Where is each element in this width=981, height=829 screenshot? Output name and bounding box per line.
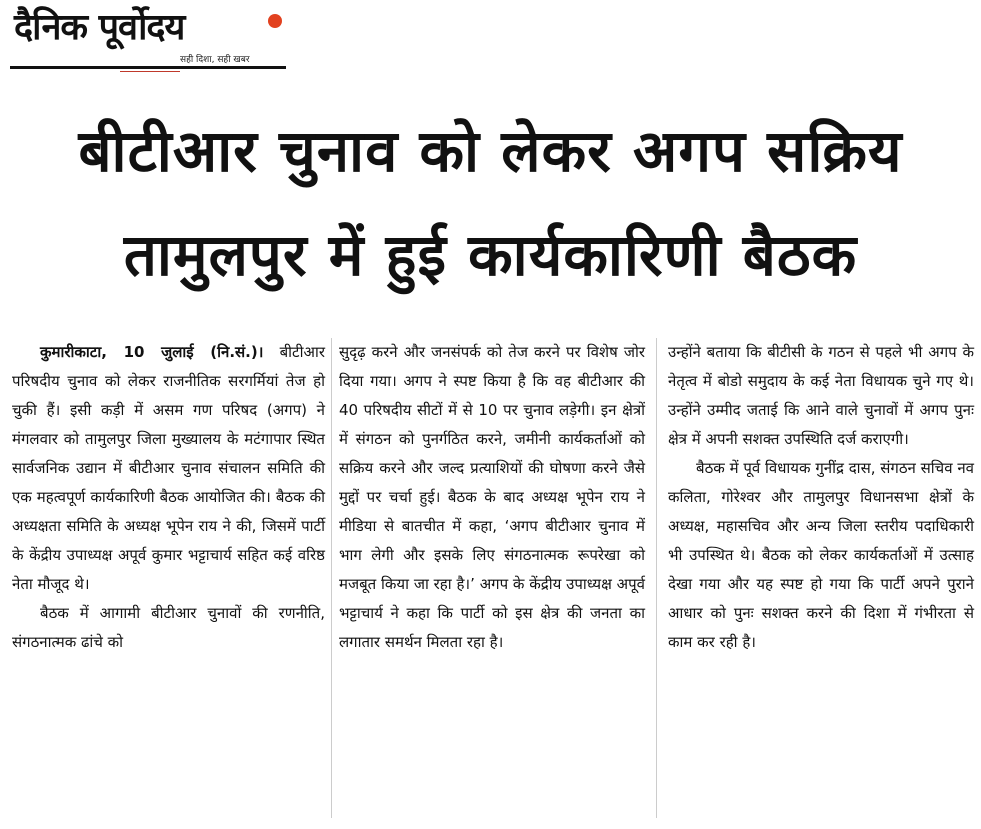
article-paragraph: उन्होंने बताया कि बीटीसी के गठन से पहले भी अगप के नेतृत्व में बोडो समुदाय के कई नेता विधायक चुने गए थे। उन्होंने उम्मीद जताई कि आने वाले चुनावों में अगप पुनः क्षेत्र में अपनी सशक्त उपस्थिति दर्ज कराएगी। (668, 343, 974, 448)
article-paragraph: बैठक में पूर्व विधायक गुनींद्र दास, संगठन सचिव नव कलिता, गोरेश्वर और तामुलपुर विधानसभा क्षेत्रों के अध्यक्ष, महासचिव और अन्य जिला स्तरीय पदाधिकारी भी उपस्थित थे। बैठक को लेकर कार्यकर्ताओं में उत्साह देखा गया और यह स्पष्ट हो गया कि पार्टी अपने पुराने आधार को पुनः सशक्त करने की दिशा में गंभीरता से काम कर रही है। (668, 459, 974, 651)
masthead-rule (10, 66, 286, 69)
headline-line-1: बीटीआर चुनाव को लेकर अगप सक्रिय (78, 117, 903, 185)
article-column-2 (339, 338, 645, 657)
column-divider (331, 338, 332, 818)
article-paragraph (12, 338, 325, 599)
logo-dot-icon (268, 14, 282, 28)
tagline: सही दिशा, सही खबर (180, 55, 250, 65)
article-column-1 (12, 338, 325, 657)
article-column-3 (668, 338, 974, 657)
column-divider (656, 338, 657, 818)
article-paragraph: सुदृढ़ करने और जनसंपर्क को तेज करने पर विशेष जोर दिया गया। अगप ने स्पष्ट किया है कि वह बीटीआर की 40 परिषदीय सीटों में से 10 पर चुनाव लड़ेगी। इन क्षेत्रों में संगठन को पुनर्गठित करने, जमीनी कार्यकर्ताओं को सक्रिय करने और जल्द प्रत्याशियों की घोषणा करने जैसे मुद्दों पर चर्चा हुई। बैठक के बाद अध्यक्ष भूपेन राय ने मीडिया से बातचीत में कहा, ‘अगप बीटीआर चुनाव में भाग लेगी और इसके लिए संगठनात्मक रूपरेखा को मजबूत किया जा रहा है।’ अगप के केंद्रीय उपाध्यक्ष अपूर्व भट्टाचार्य ने कहा कि पार्टी को इस क्षेत्र की जनता का लगातार समर्थन मिलता रहा है। (339, 343, 645, 651)
masthead (12, 4, 284, 72)
masthead-accent-rule (120, 71, 180, 72)
dateline: कुमारीकाटा, 10 जुलाई (नि.सं.)। (40, 343, 264, 361)
paragraph-text: बीटीआर परिषदीय चुनाव को लेकर राजनीतिक सरगर्मियां तेज हो चुकी हैं। इसी कड़ी में असम गण परिषद (अगप) ने मंगलवार को तामुलपुर जिला मुख्यालय के मटंगापार स्थित सार्वजनिक उद्यान में बीटीआर चुनाव संचालन समिति की एक महत्वपूर्ण कार्यकारिणी बैठक आयोजित की। बैठक की अध्यक्षता समिति के अध्यक्ष भूपेन राय ने की, जिसमें पार्टी के केंद्रीय उपाध्यक्ष अपूर्व कुमार भट्टाचार्य सहित कई वरिष्ठ नेता मौजूद थे। (12, 343, 325, 593)
article-paragraph: बैठक में आगामी बीटीआर चुनावों की रणनीति, संगठनात्मक ढांचे को (12, 604, 325, 651)
headline-line-2: तामुलपुर में हुई कार्यकारिणी बैठक (123, 221, 858, 289)
newspaper-logo: दैनिक पूर्वोदय (14, 7, 185, 48)
